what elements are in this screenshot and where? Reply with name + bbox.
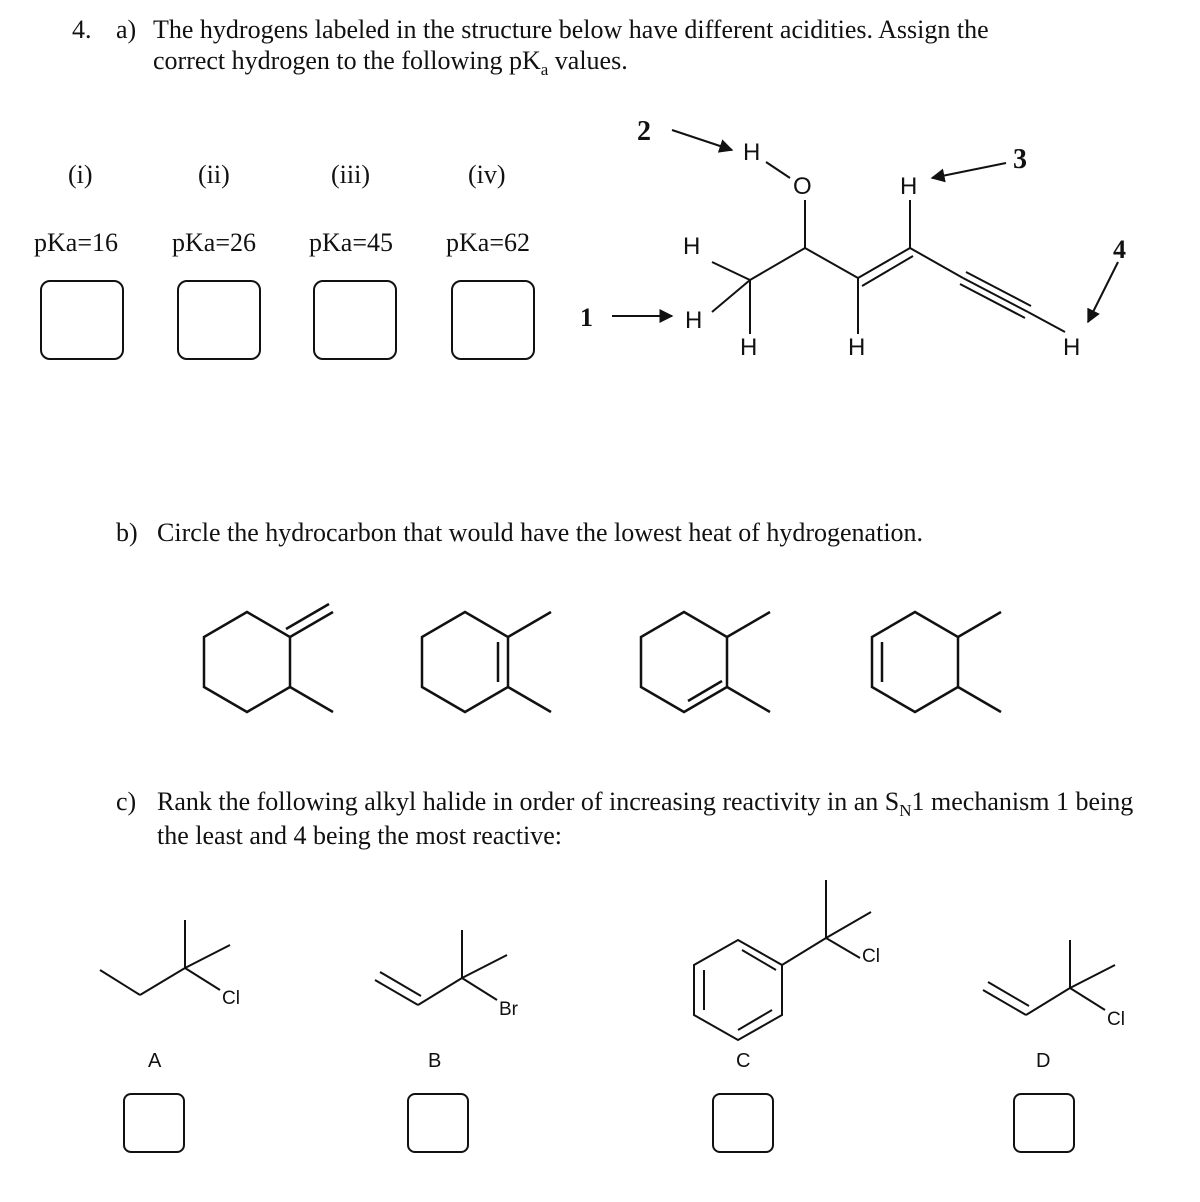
part-a-label: a) (116, 15, 137, 44)
pka-label-iv: pKa=62 (446, 228, 530, 257)
column-label-iii: (iii) (331, 160, 370, 189)
halogen-a: Cl (222, 988, 240, 1009)
part-c-text-line2: the least and 4 being the most reactive: (157, 821, 563, 850)
marker-3: 3 (1013, 144, 1027, 175)
column-label-i: (i) (68, 160, 93, 189)
compound-letter-a: A (148, 1050, 162, 1072)
marker-4: 4 (1113, 235, 1126, 264)
part-a-text-line2-end: values. (548, 46, 628, 75)
hydrocarbon-2[interactable] (422, 612, 551, 712)
marker-1: 1 (580, 303, 593, 332)
atom-h-alkyne: H (1063, 334, 1081, 361)
atom-h-methyl-1: H (683, 233, 701, 260)
compound-letter-d: D (1036, 1050, 1051, 1072)
part-c-label: c) (116, 787, 137, 816)
alkyl-halide-d (983, 940, 1115, 1015)
halogen-d: Cl (1107, 1009, 1125, 1030)
pka-label-iii: pKa=45 (309, 228, 393, 257)
part-a-text-line2-main: correct hydrogen to the following pK (153, 46, 541, 75)
compound-letter-c: C (736, 1050, 751, 1072)
atom-h-hydroxyl: H (743, 139, 761, 166)
part-b-text: Circle the hydrocarbon that would have the lowest heat of hydrogenation. (157, 518, 924, 547)
atom-o-hydroxyl: O (793, 173, 812, 200)
sn-subscript: N (899, 801, 912, 821)
column-label-ii: (ii) (198, 160, 230, 189)
part-c-text-line1-end: 1 mechanism 1 being (911, 787, 1134, 816)
halogen-c: Cl (862, 946, 880, 967)
atom-h-methyl-2: H (685, 307, 703, 334)
halogen-b: Br (499, 999, 518, 1020)
alkyl-halide-b (375, 930, 507, 1005)
alkyl-halide-a (100, 920, 230, 995)
marker-2: 2 (637, 116, 651, 147)
pka-subscript: a (540, 60, 549, 80)
part-b-label: b) (116, 518, 138, 547)
alkyl-halide-c (694, 880, 871, 1040)
column-label-iv: (iv) (468, 160, 506, 189)
hydrocarbon-3[interactable] (641, 612, 770, 712)
part-a-molecule (612, 130, 1118, 334)
hydrocarbon-1[interactable] (204, 604, 333, 712)
atom-h-alkene-2: H (900, 173, 918, 200)
compound-letter-b: B (428, 1050, 442, 1072)
question-number: 4. (72, 15, 92, 44)
part-c-text-line1-main: Rank the following alkyl halide in order of increasing reactivity in an S (157, 787, 900, 816)
pka-label-i: pKa=16 (34, 228, 118, 257)
atom-h-methyl-3: H (740, 334, 758, 361)
hydrocarbon-4[interactable] (872, 612, 1001, 712)
pka-label-ii: pKa=26 (172, 228, 256, 257)
atom-h-alkene-1: H (848, 334, 866, 361)
part-a-text-line1: The hydrogens labeled in the structure below have different acidities. Assign the (153, 15, 989, 44)
